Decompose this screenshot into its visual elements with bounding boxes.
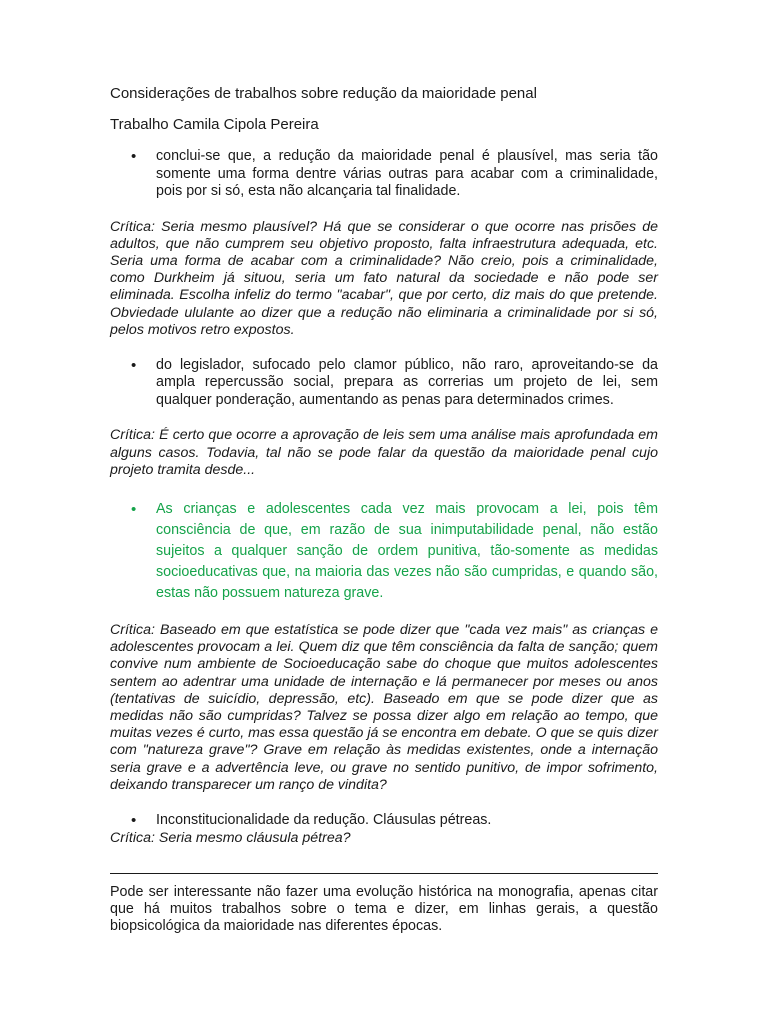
- bullet-list-2: [110, 357, 658, 410]
- document-page: [110, 84, 658, 950]
- author-line: Trabalho Camila Cipola Pereira: [110, 116, 319, 133]
- bullet-item-2: • do legislador, sufocado pelo clamor público, não raro, aproveitando-se da ampla repercussão social, prepara as correrias um projeto de lei, sem qualquer ponderação, aumentando as penas para determinados crimes.: [110, 357, 658, 410]
- bullet-list-3: [110, 499, 658, 604]
- bullet-item-4: • Inconstitucionalidade da redução. Cláusulas pétreas.: [110, 812, 658, 830]
- bullet-item-3-highlighted: • As crianças e adolescentes cada vez mais provocam a lei, pois têm consciência de que, em razão de sua inimputabilidade penal, não estão sujeitos a qualquer sanção de ordem punitiva, tão-somente as medidas socioeducativas que, na maioria das vezes não são cumpridas, e quando são, estas não possuem natureza grave.: [110, 499, 658, 604]
- critica-1: Crítica: Seria mesmo plausível? Há que se considerar o que ocorre nas prisões de adultos, que não cumprem seu objetivo proposto, falta infraestrutura adequada, etc. Seria uma forma de acabar com a criminalidade? Não creio, pois a criminalidade, como Durkheim já situou, seria um fato natural da sociedade e não pode ser eliminada. Escolha infeliz do termo "acabar", que por certo, diz mais do que pretende. Obviedade ululante ao dizer que a redução não eliminaria a criminalidade por si só, pelos motivos retro expostos.: [110, 218, 658, 338]
- bullet-list-4: [110, 812, 658, 830]
- closing-note: Pode ser interessante não fazer uma evolução histórica na monografia, apenas citar que há muitos trabalhos sobre o tema e dizer, em linhas gerais, a questão biopsicológica da maioridade nas diferentes épocas.: [110, 883, 658, 935]
- critica-2: Crítica: É certo que ocorre a aprovação de leis sem uma análise mais aprofundada em alguns casos. Todavia, tal não se pode falar da questão da maioridade penal cujo projeto tramita desde...: [110, 427, 658, 478]
- critica-4: Crítica: Seria mesmo cláusula pétrea?: [110, 829, 351, 846]
- document-title: Considerações de trabalhos sobre redução da maioridade penal: [110, 85, 537, 102]
- section-divider: [110, 873, 658, 874]
- bullet-item-1: • conclui-se que, a redução da maioridade penal é plausível, mas seria tão somente uma forma dentre várias outras para acabar com a criminalidade, pois por si só, esta não alcançaria tal finalidade.: [110, 148, 658, 201]
- critica-3: Crítica: Baseado em que estatística se pode dizer que "cada vez mais" as crianças e adolescentes provocam a lei. Quem diz que têm consciência da falta de sanção; quem convive num ambiente de Socioeducação sabe do choque que muitos adolescentes sentem ao adentrar uma unidade de internação e lá permanecer por meses ou anos (tentativas de suicídio, depressão, etc). Baseado em que se pode dizer que as medidas não são cumpridas? Talvez se possa dizer algo em relação ao tempo, que muitas vezes é curto, mas essa questão já se encontra em debate. O que se quis dizer com "natureza grave"? Grave em relação às medidas existentes, onde a internação seria grave e a advertência leve, ou grave no sentido punitivo, de impor sofrimento, deixando transparecer um ranço de vindita?: [110, 622, 658, 793]
- bullet-list-1: [110, 148, 658, 201]
